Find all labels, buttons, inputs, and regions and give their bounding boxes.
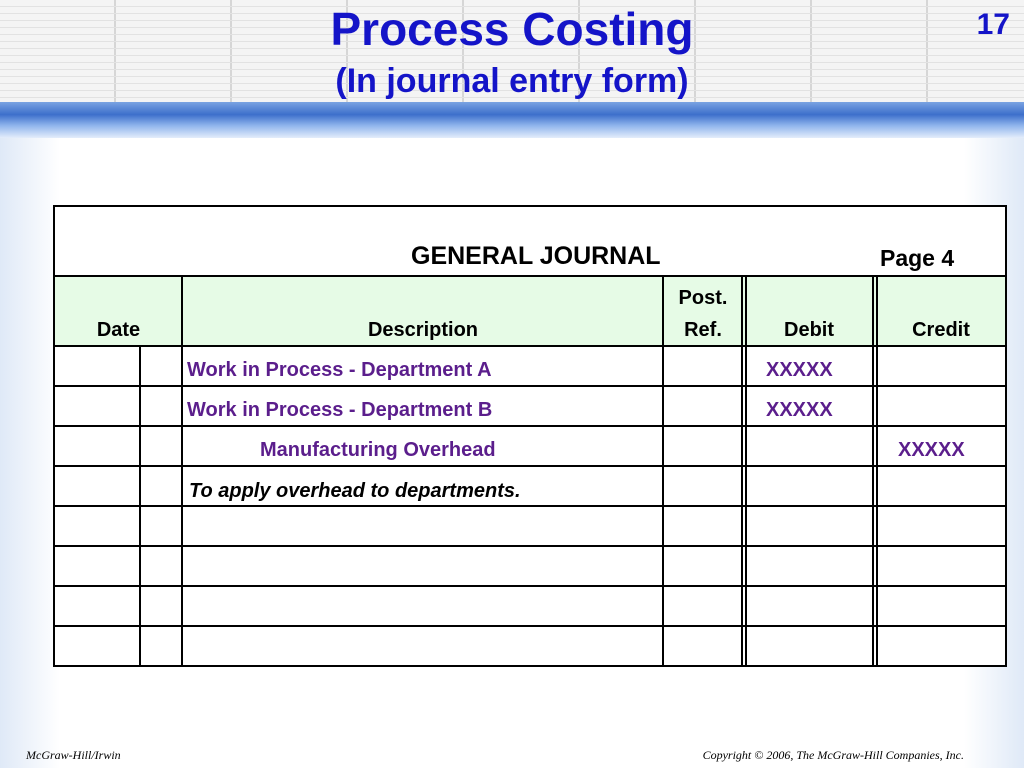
column-header-post-ref-2: Ref. bbox=[684, 319, 722, 341]
column-header-date: Date bbox=[96, 319, 141, 341]
entry-4-description: To apply overhead to departments. bbox=[189, 480, 521, 502]
row-line-1 bbox=[55, 385, 1005, 387]
journal-title: GENERAL JOURNAL bbox=[411, 242, 661, 270]
entry-1-description: Work in Process - Department A bbox=[187, 359, 492, 381]
slide-title: Process Costing bbox=[330, 3, 694, 55]
grid-line-credit-left-a bbox=[872, 277, 874, 665]
grid-line-credit-left-b bbox=[876, 277, 878, 665]
footer-copyright: Copyright © 2006, The McGraw-Hill Companies, Inc. bbox=[702, 748, 964, 762]
slide-number: 17 bbox=[976, 8, 1010, 41]
grid-line-post-ref-left bbox=[662, 277, 664, 665]
entry-2-description: Work in Process - Department B bbox=[187, 399, 493, 421]
row-line-3 bbox=[55, 465, 1005, 467]
grid-line-debit-left-a bbox=[741, 277, 743, 665]
entry-1-debit: XXXXX bbox=[766, 359, 833, 381]
header-band bbox=[0, 102, 1024, 138]
grid-line-description-left bbox=[181, 277, 183, 665]
footer-publisher: McGraw-Hill/Irwin bbox=[26, 748, 121, 762]
row-line-2 bbox=[55, 425, 1005, 427]
entry-3-description: Manufacturing Overhead bbox=[260, 439, 496, 461]
row-line-6 bbox=[55, 585, 1005, 587]
slide-subtitle: (In journal entry form) bbox=[335, 62, 689, 100]
grid-line-debit-left-b bbox=[745, 277, 747, 665]
general-journal-table bbox=[53, 205, 1007, 667]
entry-3-credit: XXXXX bbox=[898, 439, 965, 461]
column-header-credit: Credit bbox=[912, 319, 970, 341]
row-line-7 bbox=[55, 625, 1005, 627]
row-line-4 bbox=[55, 505, 1005, 507]
row-line-5 bbox=[55, 545, 1005, 547]
journal-header bbox=[55, 207, 1005, 277]
entry-2-debit: XXXXX bbox=[766, 399, 833, 421]
column-header-debit: Debit bbox=[784, 319, 834, 341]
column-header-description: Description bbox=[367, 319, 479, 341]
column-header-post-ref-1: Post. bbox=[678, 287, 728, 309]
journal-page-label: Page 4 bbox=[880, 245, 955, 271]
